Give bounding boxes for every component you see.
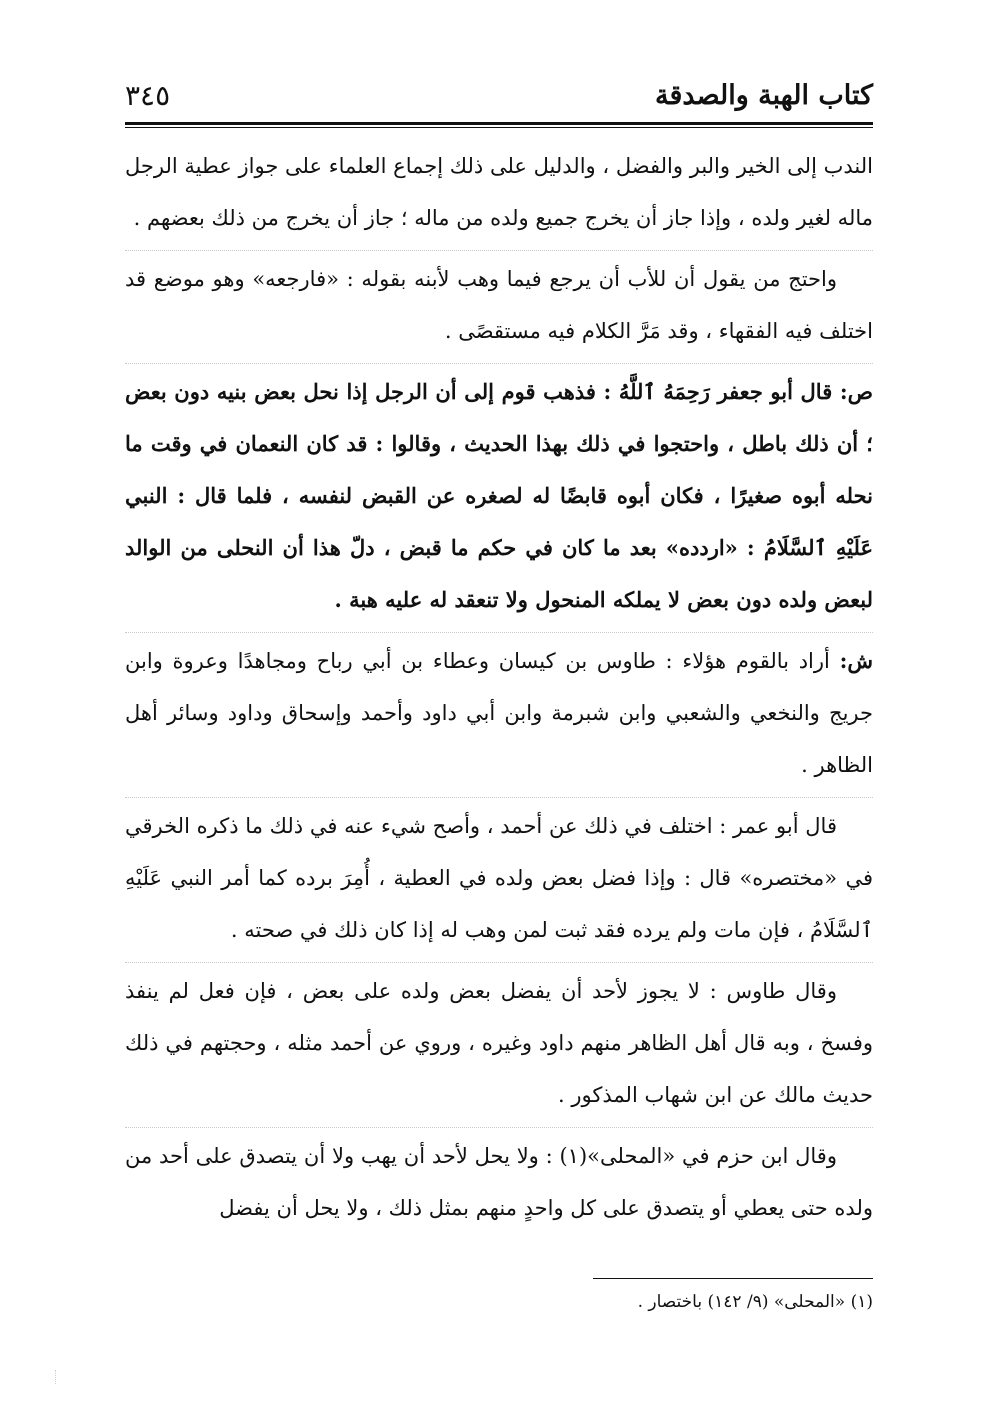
footnote: (١) «المحلى» (٩/ ١٤٢) باختصار .: [637, 1292, 873, 1312]
paragraph: [125, 797, 873, 956]
book-page: [125, 70, 873, 1390]
paragraph-text: الندب إلى الخير والبر والفضل ، والدليل على ذلك إجماع العلماء على جواز عطية الرجل ماله لغير ولده ، وإذا جاز أن يخرج جميع ولده من ماله ؛ جاز أن يخرج من ذلك بعضهم .: [125, 154, 873, 230]
paragraph: [125, 140, 873, 244]
sharh-paragraph: [125, 632, 873, 791]
header-rule: [125, 122, 873, 125]
paragraph: [125, 250, 873, 357]
footnote-rule: [593, 1278, 873, 1279]
sharh-marker: ش:: [839, 648, 873, 673]
paragraph-text: وقال ابن حزم في «المحلى»(١) : ولا يحل لأحد أن يهب ولا أن يتصدق على أحد من ولده حتى يعطي أو يتصدق على كل واحدٍ منهم بمثل ذلك ، ولا يحل أن يفضل: [125, 1144, 873, 1220]
page-number: ٣٤٥: [125, 78, 171, 112]
paragraph: [125, 962, 873, 1121]
paragraph-text: قال أبو عمر : اختلف في ذلك عن أحمد ، وأصح شيء عنه في ذلك ما ذكره الخرقي في «مختصره» قال : وإذا فضل بعض ولده في العطية ، أُمِرَ برده كما أمر النبي عَلَيْهِ ٱلسَّلَامُ ، فإن مات ولم يرده فقد ثبت لمن وهب له إذا كان ذلك في صحته .: [125, 814, 873, 942]
margin-mark: [55, 1370, 59, 1384]
paragraph: [125, 1127, 873, 1234]
paragraph-text: واحتج من يقول أن للأب أن يرجع فيما وهب لأبنه بقوله : «فارجعه» وهو موضع قد اختلف فيه الفقهاء ، وقد مَرَّ الكلام فيه مستقصًى .: [125, 267, 873, 343]
matn-marker: ص:: [839, 379, 873, 404]
paragraph-text: وقال طاوس : لا يجوز لأحد أن يفضل بعض ولده على بعض ، فإن فعل لم ينفذ وفسخ ، وبه قال أهل الظاهر منهم داود وغيره ، وروي عن أحمد مثله ، وحجتهم في ذلك حديث مالك عن ابن شهاب المذكور .: [125, 979, 873, 1107]
paragraph-text: أراد بالقوم هؤلاء : طاوس بن كيسان وعطاء بن أبي رباح ومجاهدًا وعروة وابن جريج والنخعي والشعبي وابن شبرمة وابن أبي داود وأحمد وإسحاق وداود وسائر أهل الظاهر .: [125, 649, 873, 777]
main-text: [125, 140, 873, 1234]
chapter-title: كتاب الهبة والصدقة: [655, 79, 873, 111]
paragraph-text: قال أبو جعفر رَحِمَهُ ٱللَّهُ : فذهب قوم إلى أن الرجل إذا نحل بعض بنيه دون بعض ؛ أن ذلك باطل ، واحتجوا في ذلك بهذا الحديث ، وقالوا : قد كان النعمان في وقت ما نحله أبوه صغيرًا ، فكان أبوه قابضًا له لصغره عن القبض لنفسه ، فلما قال : النبي عَلَيْهِ ٱلسَّلَامُ : «اردده» بعد ما كان في حكم ما قبض ، دلّ هذا أن النحلى من الوالد لبعض ولده دون بعض لا يملكه المنحول ولا تنعقد له عليه هبة .: [125, 379, 873, 612]
header-rule-thin: [125, 127, 873, 128]
running-header: [125, 70, 873, 120]
matn-paragraph: [125, 363, 873, 626]
